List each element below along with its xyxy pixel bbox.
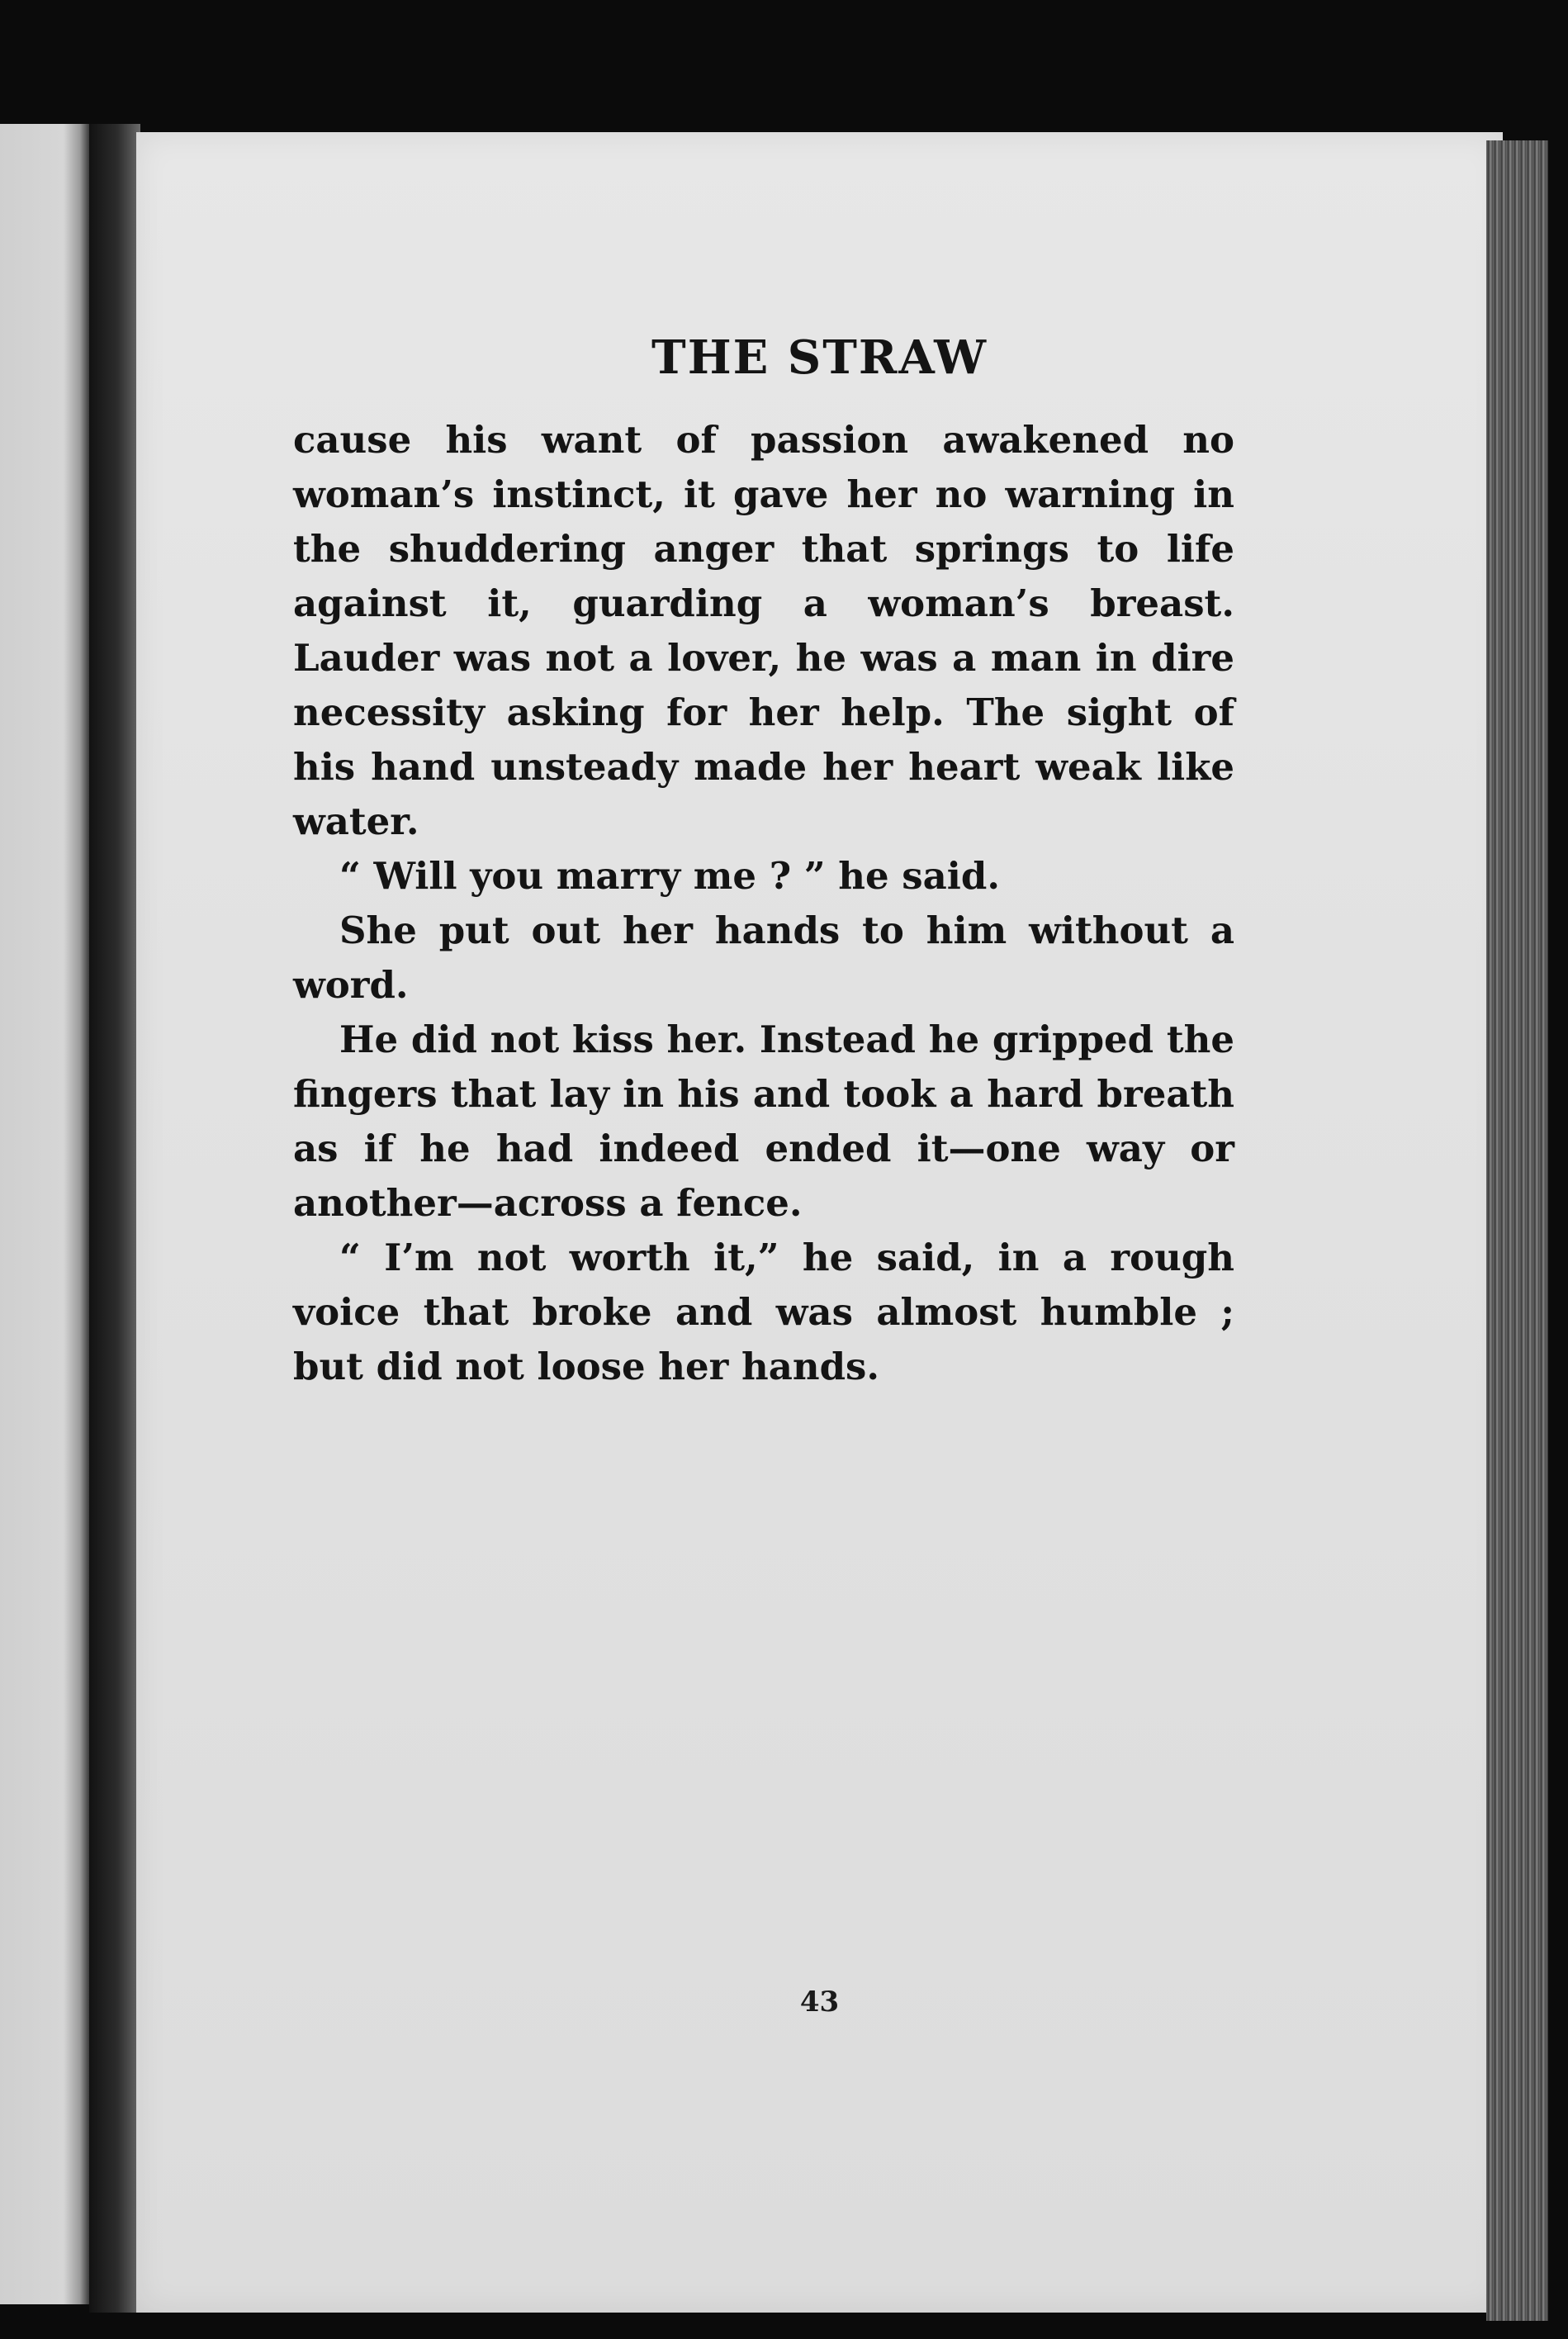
paragraph: cause his want of passion awakened no woman’s instinct, it gave her no warning in the shuddering anger that springs to life against it, guarding a woman’s breast. Lauder was not a lover, he was a man in dire necessity asking for her help. The sight of his hand unsteady made her heart weak like water. xyxy=(293,418,1234,843)
page-number: 43 xyxy=(799,1986,840,2019)
paragraph: “ I’m not worth it,” he said, in a rough voice that broke and was almost humble ; but did not loose her hands. xyxy=(293,1236,1234,1388)
paragraph: He did not kiss her. Instead he gripped the fingers that lay in his and took a hard breath as if he had indeed ended it—one way or another—across a fence. xyxy=(293,1018,1234,1225)
book-gutter xyxy=(89,124,140,2313)
paragraph: She put out her hands to him without a word. xyxy=(293,909,1234,1007)
paragraph: “ Will you marry me ? ” he said. xyxy=(339,854,1001,898)
facing-page-edge xyxy=(0,124,91,2304)
running-head: THE STRAW xyxy=(651,330,988,385)
body-text xyxy=(293,413,1234,1394)
